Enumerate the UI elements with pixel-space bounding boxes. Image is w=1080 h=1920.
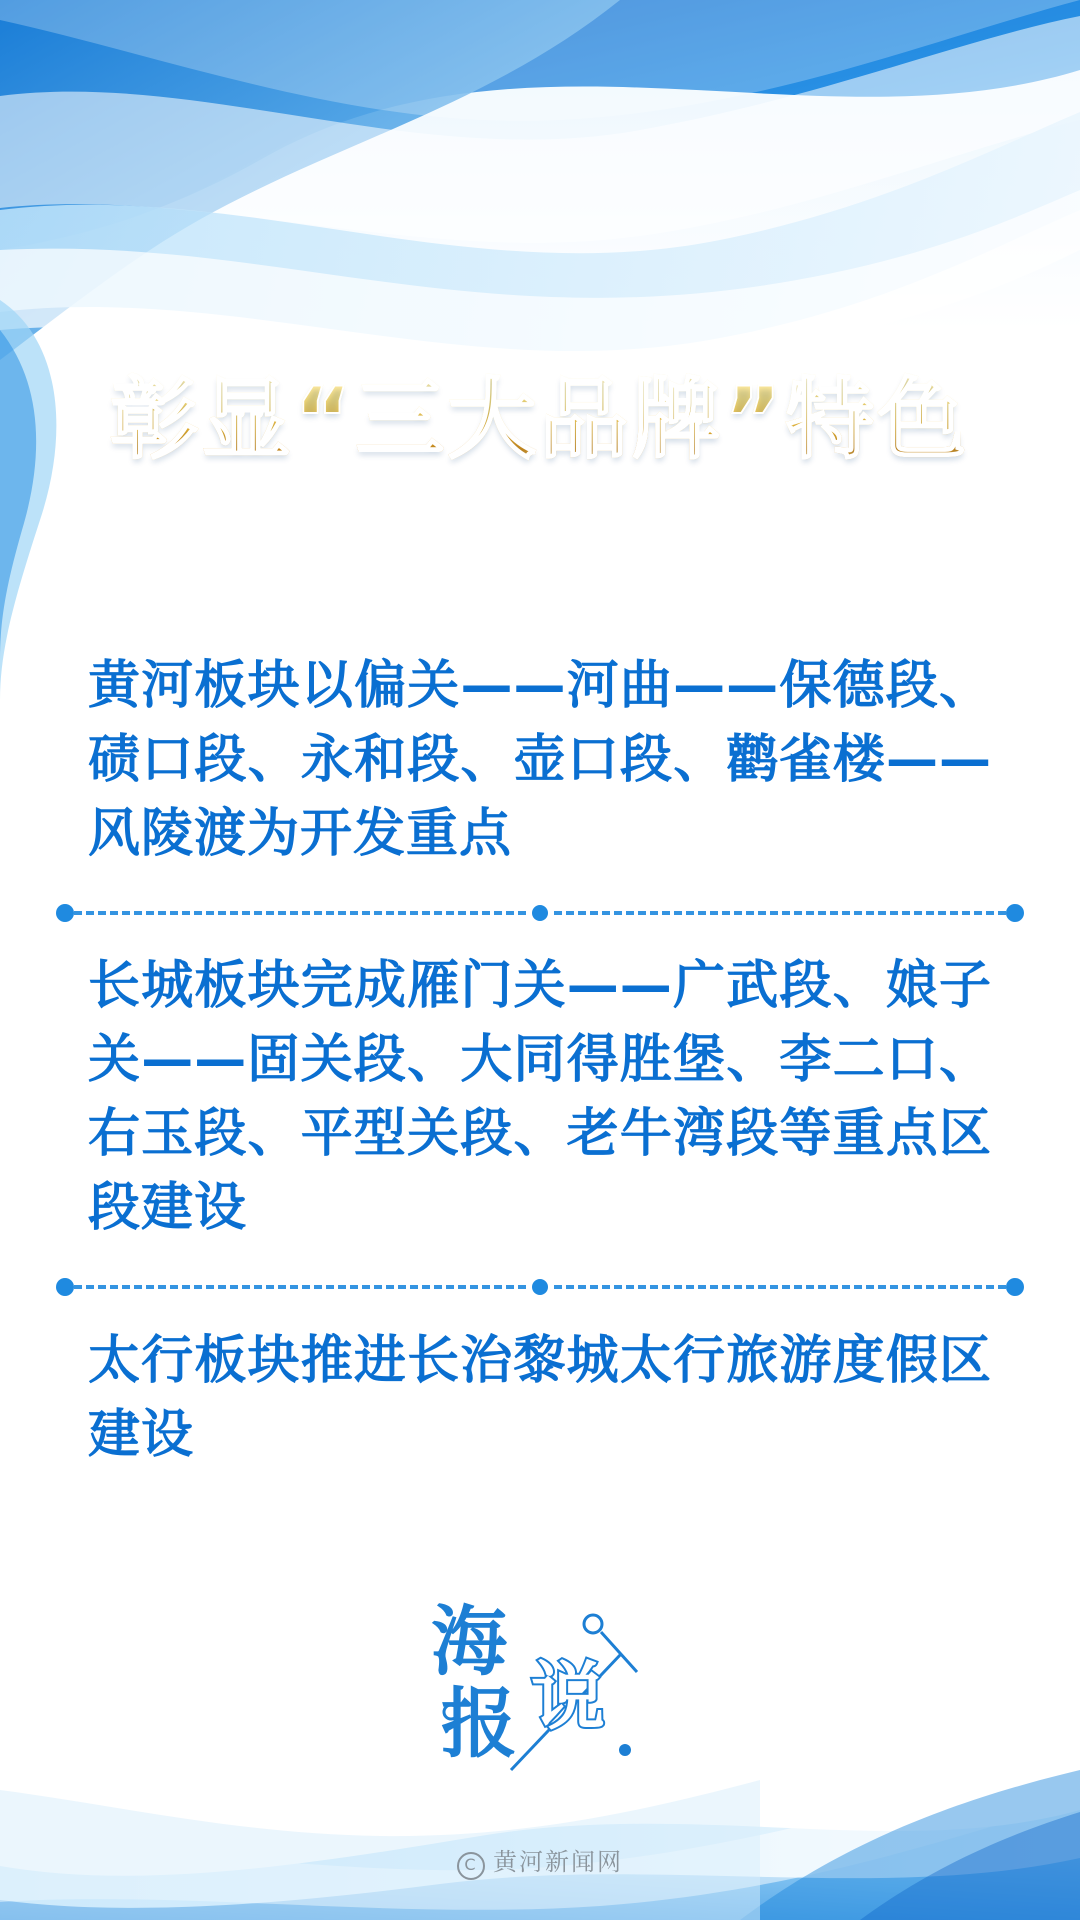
poster-title-container (0, 368, 1080, 471)
divider-dash-left (74, 1285, 526, 1289)
divider-dot-right-icon (1006, 1278, 1024, 1296)
poster-body (0, 650, 1080, 1472)
section-divider-2 (56, 1286, 1024, 1289)
divider-dot-right-icon (1006, 904, 1024, 922)
divider-dot-middle-icon (532, 905, 548, 921)
paragraph-changcheng: 长城板块完成雁门关——广武段、娘子关——固关段、大同得胜堡、李二口、右玉段、平型关段、老牛湾段等重点区段建设 (88, 956, 992, 1238)
paragraph-huanghe: 黄河板块以偏关——河曲——保德段、碛口段、永和段、壶口段、鹳雀楼——风陵渡为开发重点 (88, 656, 992, 864)
divider-dot-left-icon (56, 904, 74, 922)
brand-logo-container (0, 1597, 1080, 1785)
section-divider-1 (56, 911, 1024, 914)
paragraph-taihang: 太行板块推进长治黎城太行旅游度假区建设 (88, 1330, 992, 1465)
logo-char-hai: 海 (431, 1597, 507, 1686)
divider-dot-left-icon (56, 1278, 74, 1296)
divider-dash-right (554, 1285, 1006, 1289)
logo-char-shuo: 说 (531, 1654, 605, 1740)
divider-dash-right (554, 911, 1006, 915)
divider-dash-left (74, 911, 526, 915)
haibaoshuo-logo (425, 1597, 655, 1780)
page-title: 彰显“三大品牌”特色 (110, 368, 970, 471)
footer-credit (0, 1842, 1080, 1880)
divider-dot-middle-icon (532, 1279, 548, 1295)
source-name: 黄河新闻网 (493, 1848, 623, 1876)
copyright-icon: C (457, 1852, 485, 1880)
logo-char-bao: 报 (441, 1679, 517, 1768)
